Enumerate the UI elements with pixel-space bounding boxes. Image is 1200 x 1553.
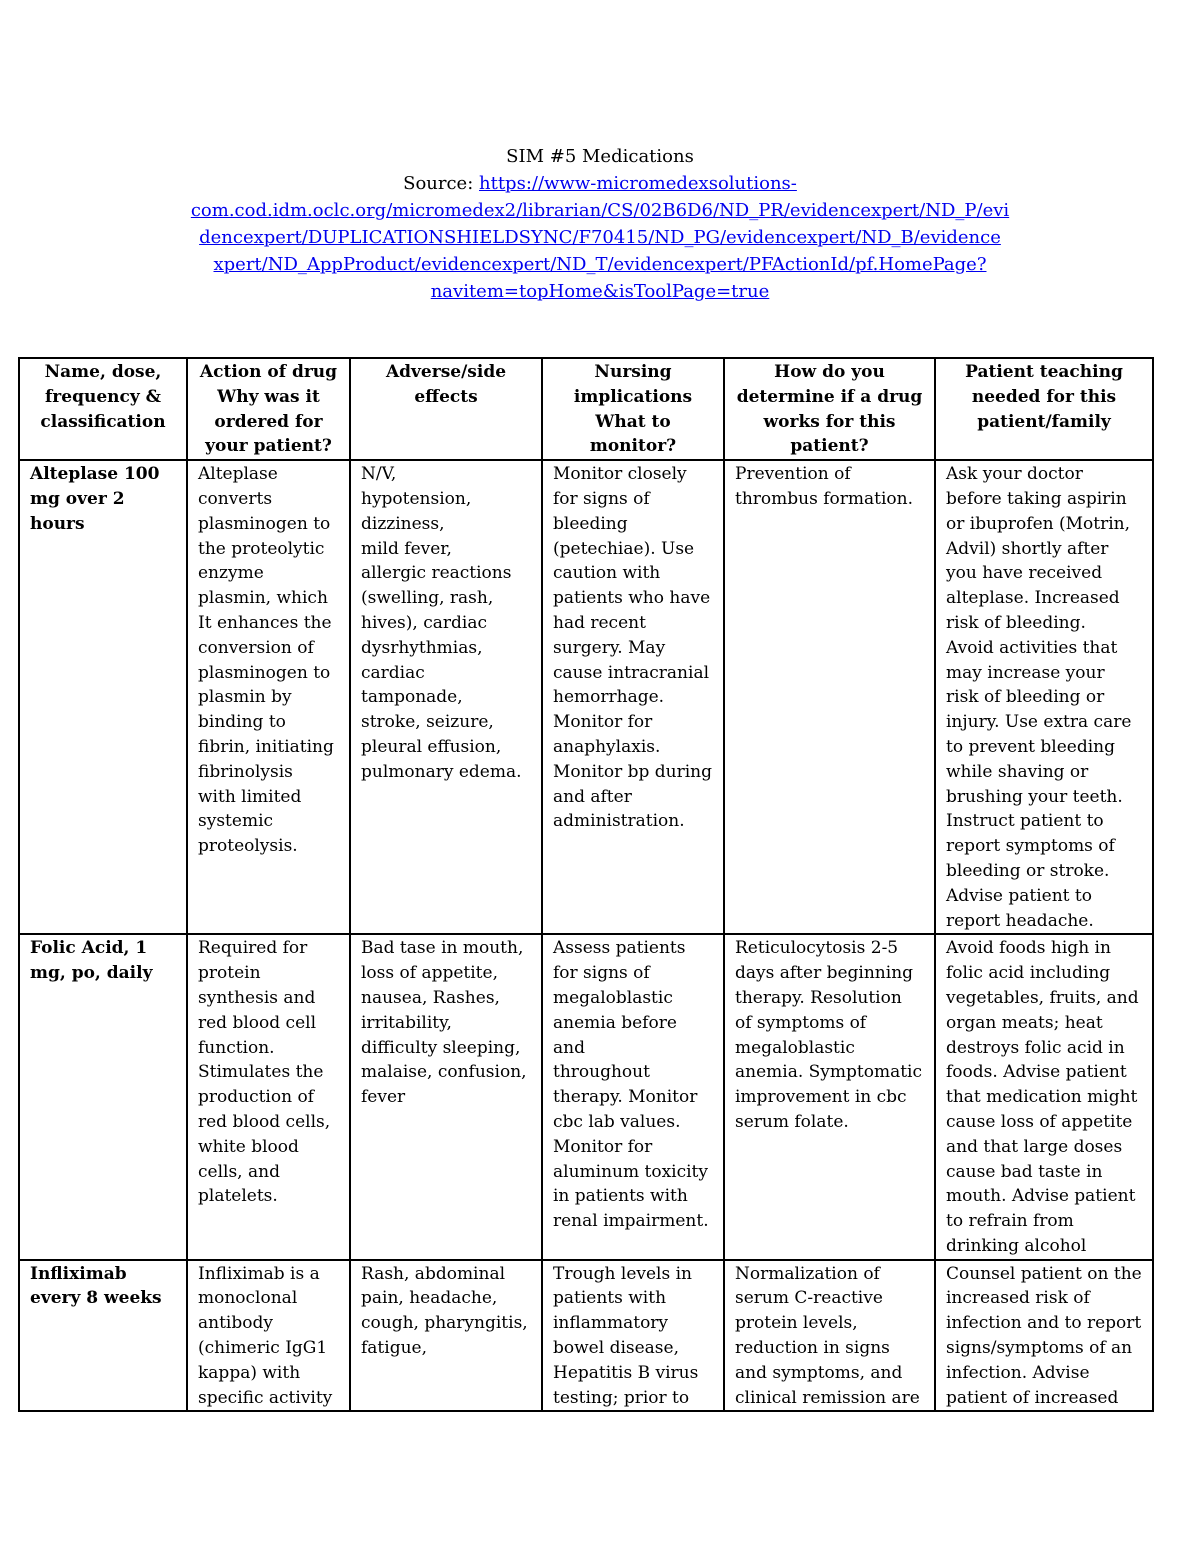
source-link-line-2[interactable]: com.cod.idm.oclc.org/micromedex2/librarian/CS/02B6D6/ND_PR/evidencexpert/ND_P/evi [190, 200, 1010, 221]
nursing-implications-cell: Monitor closely for signs of bleeding (petechiae). Use caution with patients who have had recent surgery. May cause intracranial hemorrhage. Monitor for anaphylaxis. Monitor bp during and after administration. [542, 460, 724, 934]
source-link-line-3[interactable]: dencexpert/DUPLICATIONSHIELDSYNC/F70415/ND_PG/evidencexpert/ND_B/evidence [199, 227, 1001, 248]
effectiveness-cell: Normalization of serum C-reactive protein levels, reduction in signs and symptoms, and clinical remission are [724, 1260, 935, 1412]
adverse-effects-cell: Rash, abdominal pain, headache, cough, pharyngitis, fatigue, [350, 1260, 542, 1412]
action-cell: Infliximab is a monoclonal antibody (chimeric IgG1 kappa) with specific activity [187, 1260, 350, 1412]
adverse-effects-cell: N/V, hypotension, dizziness, mild fever, allergic reactions (swelling, rash, hives), cardiac dysrhythmias, cardiac tamponade, stroke, seizure, pleural effusion, pulmonary edema. [350, 460, 542, 934]
nursing-implications-cell: Trough levels in patients with inflammatory bowel disease, Hepatitis B virus testing; prior to [542, 1260, 724, 1412]
column-header-adverse-effects: Adverse/side effects [350, 358, 542, 460]
medications-table [18, 357, 1154, 1412]
adverse-effects-cell: Bad tase in mouth, loss of appetite, nausea, Rashes, irritability, difficulty sleeping, malaise, confusion, fever [350, 934, 542, 1259]
drug-name-cell: Alteplase 100 mg over 2 hours [19, 460, 187, 934]
effectiveness-cell: Prevention of thrombus formation. [724, 460, 935, 934]
column-header-patient-teaching: Patient teaching needed for this patient/family [935, 358, 1153, 460]
patient-teaching-cell: Counsel patient on the increased risk of infection and to report signs/symptoms of an infection. Advise patient of increased [935, 1260, 1153, 1412]
document-header [0, 143, 1200, 305]
column-header-nursing-implications: Nursing implications What to monitor? [542, 358, 724, 460]
nursing-implications-cell: Assess patients for signs of megaloblastic anemia before and throughout therapy. Monitor cbc lab values. Monitor for aluminum toxicity in patients with renal impairment. [542, 934, 724, 1259]
table-row [19, 1260, 1153, 1412]
patient-teaching-cell: Avoid foods high in folic acid including vegetables, fruits, and organ meats; heat destroys folic acid in foods. Advise patient that medication might cause loss of appetite and that large doses cause bad taste in mouth. Advise patient to refrain from drinking alcohol [935, 934, 1153, 1259]
effectiveness-cell: Reticulocytosis 2-5 days after beginning therapy. Resolution of symptoms of megaloblastic anemia. Symptomatic improvement in cbc serum folate. [724, 934, 935, 1259]
column-header-effectiveness: How do you determine if a drug works for this patient? [724, 358, 935, 460]
source-link-line-4[interactable]: xpert/ND_AppProduct/evidencexpert/ND_T/evidencexpert/PFActionId/pf.HomePage? [213, 254, 987, 275]
drug-name-cell: Folic Acid, 1 mg, po, daily [19, 934, 187, 1259]
action-cell: Required for protein synthesis and red blood cell function. Stimulates the production of red blood cells, white blood cells, and platelets. [187, 934, 350, 1259]
drug-name-cell: Infliximab every 8 weeks [19, 1260, 187, 1412]
source-label: Source: [403, 173, 479, 194]
action-cell: Alteplase converts plasminogen to the proteolytic enzyme plasmin, which It enhances the conversion of plasminogen to plasmin by binding to fibrin, initiating fibrinolysis with limited systemic proteolysis. [187, 460, 350, 934]
source-link-line-1[interactable]: https://www-micromedexsolutions- [479, 173, 797, 194]
page-title: SIM #5 Medications [506, 146, 694, 167]
patient-teaching-cell: Ask your doctor before taking aspirin or ibuprofen (Motrin, Advil) shortly after you have received alteplase. Increased risk of bleeding. Avoid activities that may increase your risk of bleeding or injury. Use extra care to prevent bleeding while shaving or brushing your teeth. Instruct patient to report symptoms of bleeding or stroke. Advise patient to report headache. [935, 460, 1153, 934]
table-row [19, 934, 1153, 1259]
column-header-action: Action of drug Why was it ordered for your patient? [187, 358, 350, 460]
table-header-row [19, 358, 1153, 460]
table-row [19, 460, 1153, 934]
source-link-line-5[interactable]: navitem=topHome&isToolPage=true [430, 281, 770, 302]
column-header-name-dose: Name, dose, frequency & classification [19, 358, 187, 460]
